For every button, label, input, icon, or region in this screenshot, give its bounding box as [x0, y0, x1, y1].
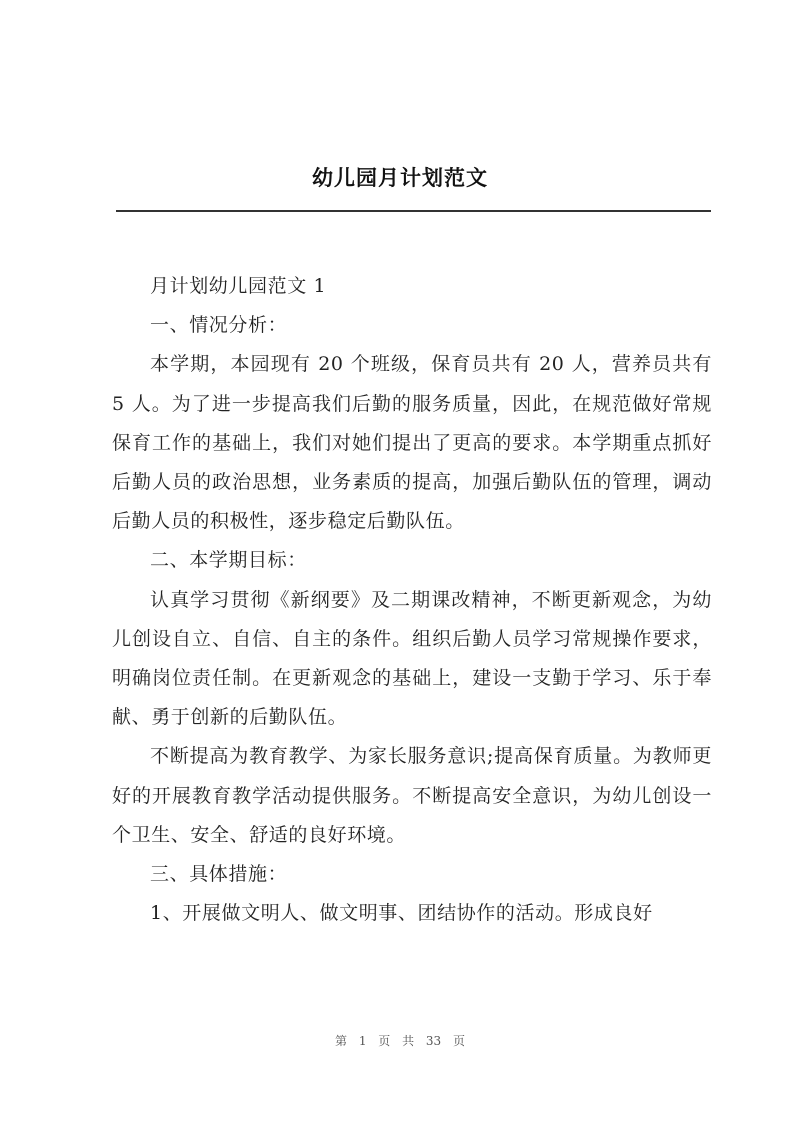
subsection-heading: 三、具体措施：: [150, 863, 288, 886]
body-paragraph: 认真学习贯彻《新纲要》及二期课改精神，不断更新观念，为幼儿创设自立、自信、自主的条件。组织后勤人员学习常规操作要求，明确岗位责任制。在更新观念的基础上，建设一支勤于学习、乐于奉献、勇于创新的后勤队伍。: [112, 588, 712, 729]
title-divider: [116, 210, 711, 212]
body-paragraph: 不断提高为教育教学、为家长服务意识;提高保育质量。为教师更好的开展教育教学活动提供服务。不断提高安全意识，为幼儿创设一个卫生、安全、舒适的良好环境。: [112, 745, 712, 846]
body-paragraph: 1、开展做文明人、做文明事、团结协作的活动。形成良好: [150, 902, 653, 925]
section-heading: 月计划幼儿园范文 1: [150, 275, 327, 297]
body-paragraph: 本学期，本园现有 20 个班级，保育员共有 20 人，营养员共有 5 人。为了进一步提高我们后勤的服务质量，因此，在规范做好常规保育工作的基础上，我们对她们提出了更高的要求。本学期重点抓好后勤人员的政治思想，业务素质的提高，加强后勤队伍的管理，调动后勤人员的积极性，逐步稳定后勤队伍。: [112, 353, 712, 533]
subsection-heading: 一、情况分析：: [150, 314, 288, 337]
document-title: 幼儿园月计划范文: [312, 165, 488, 190]
document-body: [112, 267, 712, 933]
subsection-heading: 二、本学期目标：: [150, 549, 307, 572]
page-number-footer: 第 1 页 共 33 页: [335, 1034, 465, 1048]
